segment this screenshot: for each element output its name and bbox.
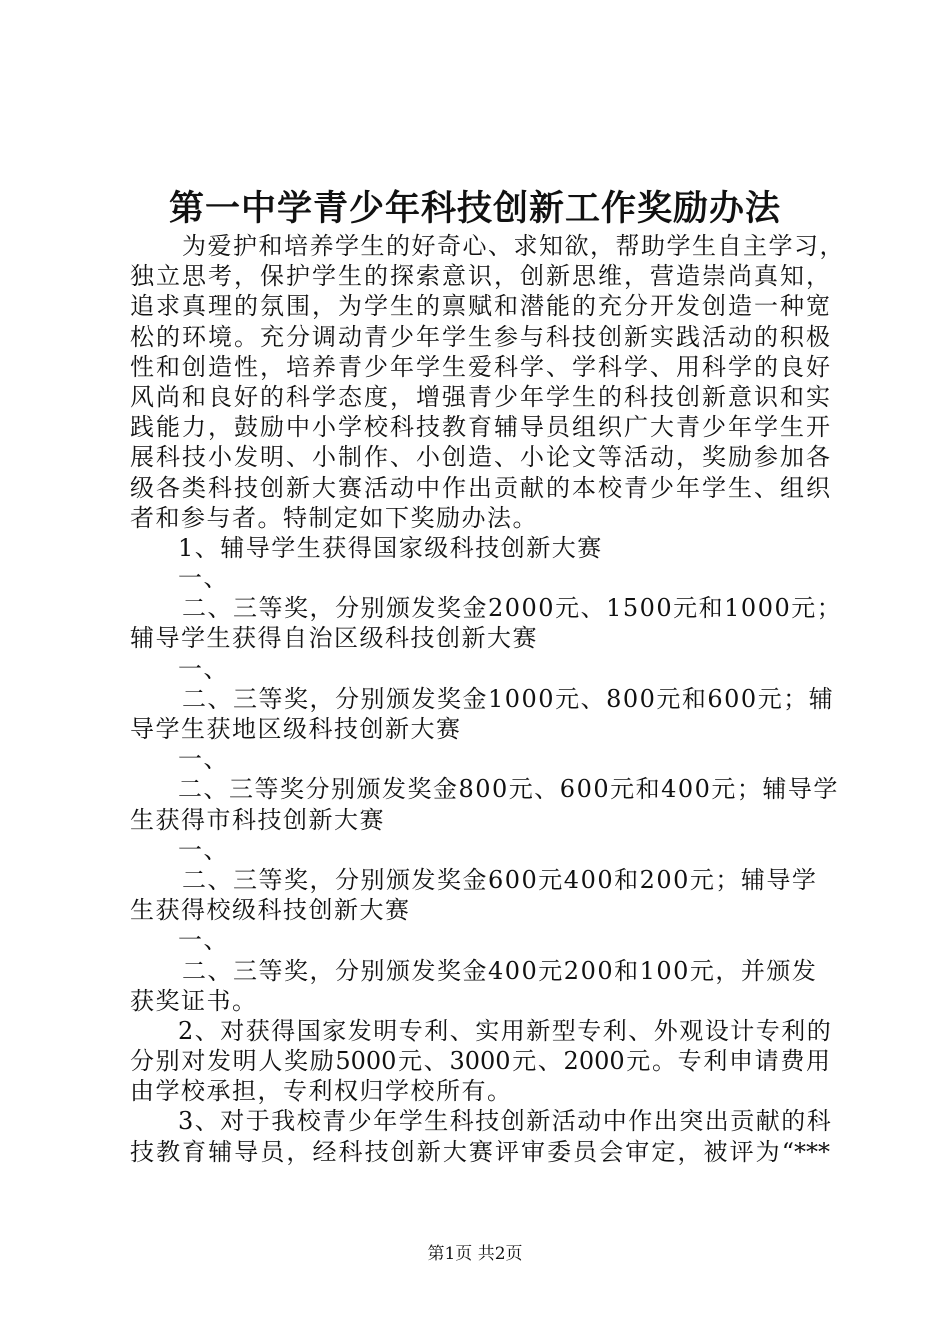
paragraph-line: 由学校承担，专利权归学校所有。 xyxy=(130,1077,513,1106)
paragraph-line: 二、三等奖，分别颁发奖金1000元、800元和600元；辅 xyxy=(182,684,835,713)
paragraph-line: 辅导学生获得自治区级科技创新大赛 xyxy=(130,624,538,653)
document-title: 第一中学青少年科技创新工作奖励办法 xyxy=(168,188,781,229)
paragraph-line: 松的环境。充分调动青少年学生参与科技创新实践活动的积极 xyxy=(130,322,830,351)
paragraph-line: 2、对获得国家发明专利、实用新型专利、外观设计专利的 xyxy=(178,1016,833,1045)
paragraph-line: 二、三等奖，分别颁发奖金2000元、1500元和1000元； xyxy=(182,594,843,623)
paragraph-line: 者和参与者。特制定如下奖励办法。 xyxy=(130,503,538,532)
paragraph-line: 追求真理的氛围，为学生的禀赋和潜能的充分开发创造一种宽 xyxy=(130,292,830,321)
paragraph-line: 二、三等奖，分别颁发奖金600元400和200元；辅导学 xyxy=(182,865,818,894)
paragraph-line: 1、辅导学生获得国家级科技创新大赛 xyxy=(178,533,603,562)
paragraph-line: 二、三等奖分别颁发奖金800元、600元和400元；辅导学 xyxy=(178,775,839,804)
paragraph-line: 为爱护和培养学生的好奇心、求知欲，帮助学生自主学习， xyxy=(182,232,845,260)
paragraph-line: 践能力，鼓励中小学校科技教育辅导员组织广大青少年学生开 xyxy=(130,413,830,442)
paragraph-line: 性和创造性，培养青少年学生爱科学、学科学、用科学的良好 xyxy=(130,352,830,381)
paragraph-line: 一、 xyxy=(178,835,229,864)
paragraph-line: 级各类科技创新大赛活动中作出贡献的本校青少年学生、组织 xyxy=(130,473,830,502)
paragraph-line: 导学生获地区级科技创新大赛 xyxy=(130,715,462,743)
paragraph-line: 3、对于我校青少年学生科技创新活动中作出突出贡献的科 xyxy=(178,1107,833,1136)
page-number: 第1页 共2页 xyxy=(427,1244,523,1264)
paragraph-line: 展科技小发明、小制作、小创造、小论文等活动，奖励参加各 xyxy=(130,443,830,472)
paragraph-line: 一、 xyxy=(178,564,229,593)
document-body xyxy=(130,231,845,1167)
paragraph-line: 生获得校级科技创新大赛 xyxy=(130,896,411,925)
paragraph-line: 获奖证书。 xyxy=(130,986,258,1015)
paragraph-line: 独立思考，保护学生的探索意识，创新思维，营造崇尚真知， xyxy=(130,262,830,291)
paragraph-line: 一、 xyxy=(178,654,229,683)
paragraph-line: 技教育辅导员，经科技创新大赛评审委员会审定，被评为“*** xyxy=(130,1137,830,1166)
paragraph-line: 二、三等奖，分别颁发奖金400元200和100元，并颁发 xyxy=(182,956,818,985)
paragraph-line: 一、 xyxy=(178,745,229,774)
paragraph-line: 风尚和良好的科学态度，增强青少年学生的科技创新意识和实 xyxy=(130,382,830,411)
paragraph-line: 一、 xyxy=(178,926,229,955)
paragraph-line: 生获得市科技创新大赛 xyxy=(130,805,385,834)
paragraph-line: 分别对发明人奖励5000元、3000元、2000元。专利申请费用 xyxy=(130,1047,830,1076)
